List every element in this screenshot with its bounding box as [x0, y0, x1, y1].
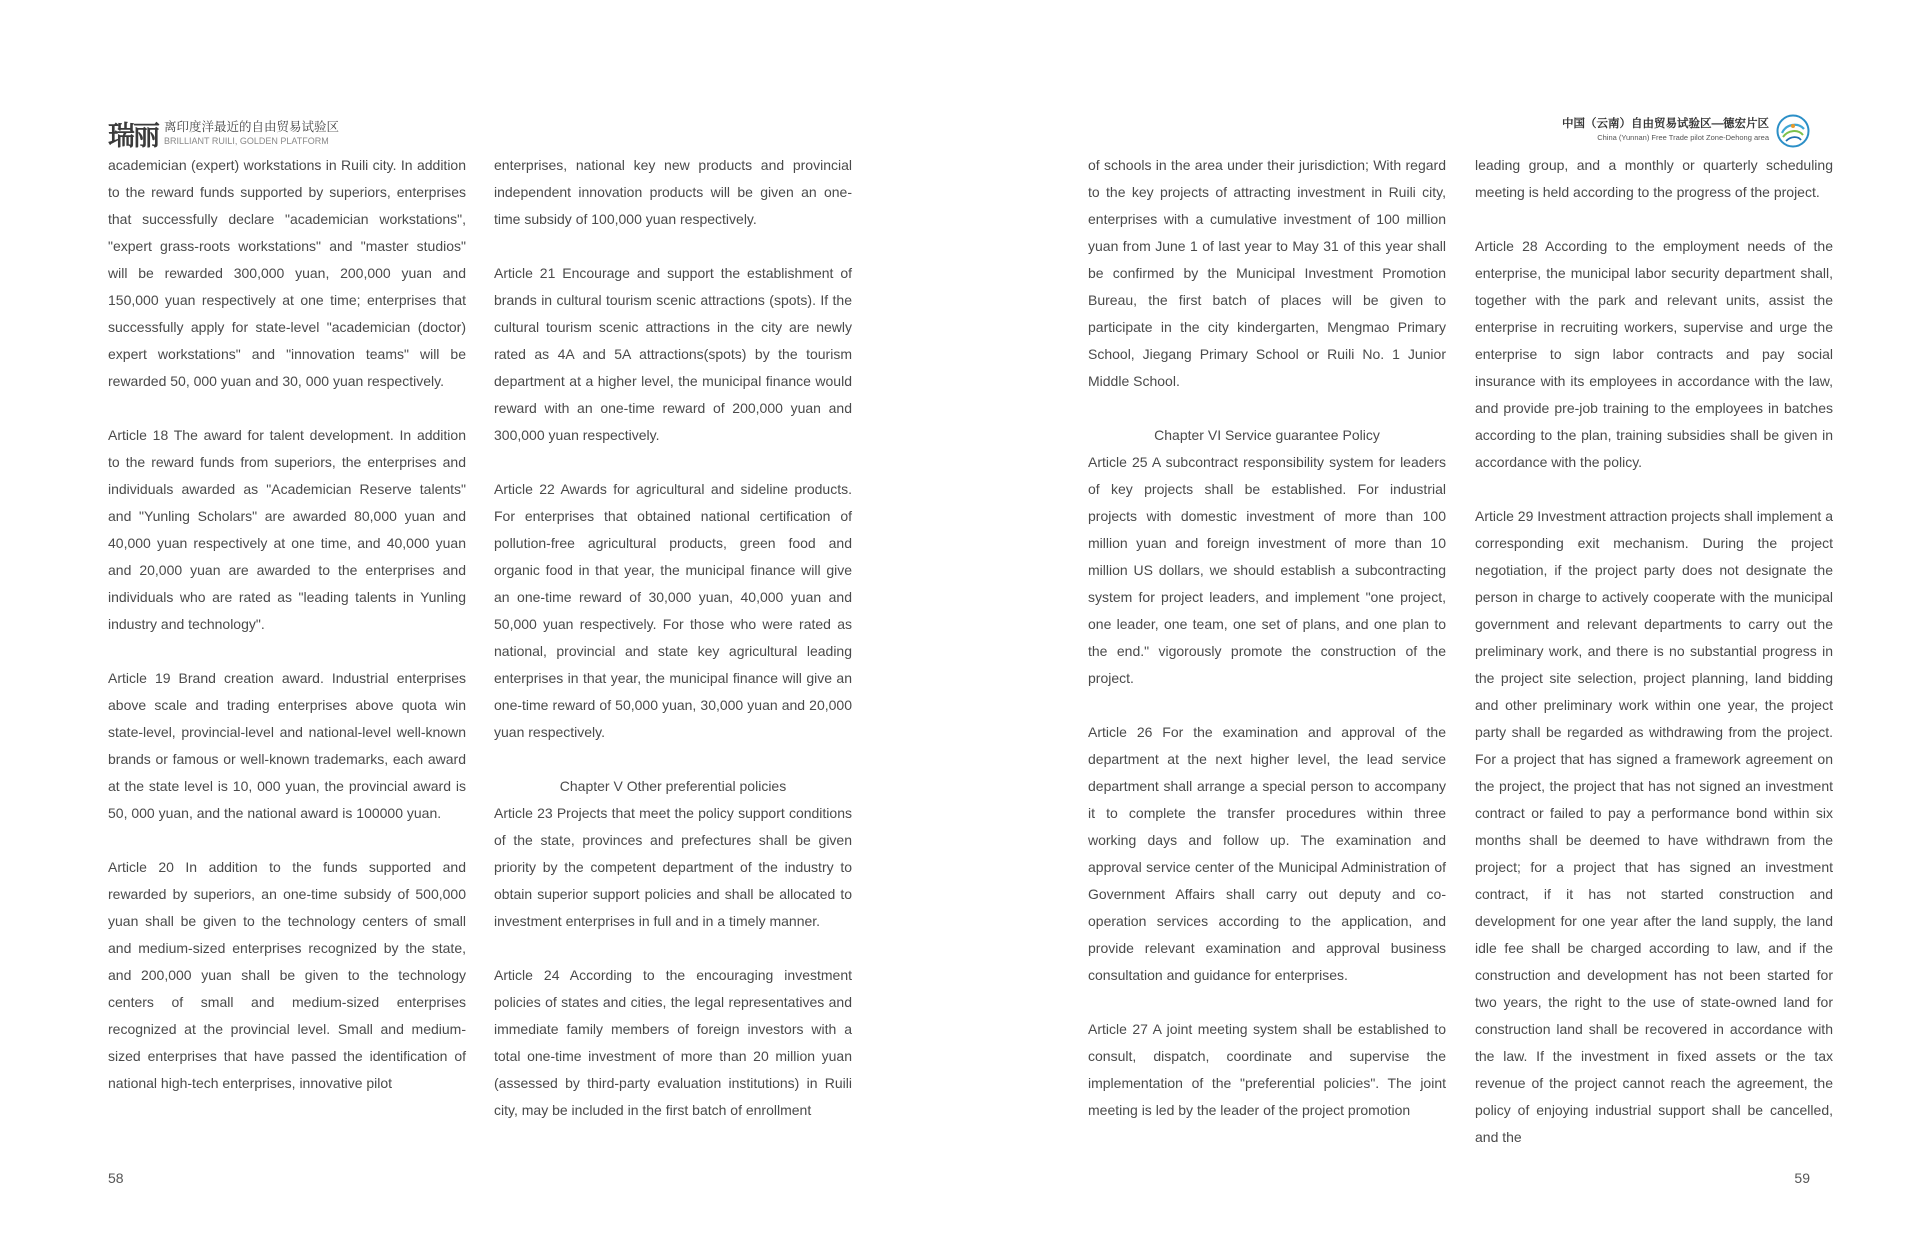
paragraph: Article 21 Encourage and support the establishment of brands in cultural tourism scenic attractions (spots). If the cultural tourism scenic attractions in the city are newly rated as 4A and 5A attractions(spots) by the tourism department at a higher level, the municipal finance would reward with an one-time reward of 200,000 yuan and 300,000 yuan respectively. — [494, 265, 852, 443]
right-header — [1562, 114, 1810, 148]
tagline — [164, 120, 339, 148]
right-page — [959, 0, 1918, 1257]
paragraph: Article 20 In addition to the funds supported and rewarded by superiors, an one-time subsidy of 500,000 yuan shall be given to the technology centers of small and medium-sized enterprises recognized by the state, and 200,000 yuan shall be given to the technology centers of small and medium-sized enterprises recognized at the provincial level. Small and medium-sized enterprises that have passed the identification of national high-tech enterprises, innovative pilot — [108, 859, 466, 1091]
paragraph: enterprises, national key new products and provincial independent innovation products will be given an one-time subsidy of 100,000 yuan respectively. — [494, 157, 852, 227]
chapter-heading: Chapter V Other preferential policies — [559, 778, 787, 794]
text-column-right-2 — [1475, 152, 1833, 1151]
zone-title-en: China (Yunnan) Free Trade pilot Zone-Dehong area — [1597, 133, 1769, 142]
tagline-en: BRILLIANT RUILI, GOLDEN PLATFORM — [164, 135, 329, 146]
paragraph: Article 25 A subcontract responsibility system for leaders of key projects shall be established. For industrial projects with domestic investment of more than 100 million yuan and foreign investment of more than 10 million US dollars, we should establish a subcontracting system for project leaders, and implement "one project, one leader, one team, one set of plans, and one plan to the end." vigorously promote the construction of the project. — [1088, 454, 1446, 686]
paragraph: Article 29 Investment attraction projects shall implement a corresponding exit mechanism. During the project negotiation, if the project party does not designate the person in charge to actively cooperate with the municipal government and relevant departments to carry out the preliminary work, and there is no substantial progress in the project site selection, project planning, land bidding and other preliminary work within one year, the project party shall be regarded as withdrawing from the project. For a project that has signed a framework agreement on the project, the project that has not signed an investment contract or failed to pay a performance bond within six months shall be deemed to have withdrawn from the project; for a project that has signed an investment contract, if it has not started construction and development for one year after the land supply, the land idle fee shall be charged according to law, and if the construction and development has not been started for two years, the right to the use of state-owned land for construction land shall be recovered in accordance with the law. If the investment in fixed assets or the tax revenue of the project cannot reach the agreement, the policy of enjoying industrial support shall be cancelled, and the — [1475, 508, 1833, 1145]
paragraph: Article 27 A joint meeting system shall be established to consult, dispatch, coordinate and supervise the implementation of the "preferential policies". The joint meeting is led by the leader of the project promotion — [1088, 1021, 1446, 1118]
paragraph: Article 24 According to the encouraging investment policies of states and cities, the legal representatives and immediate family members of foreign investors with a total one-time investment of more than 20 million yuan (assessed by third-party evaluation institutions) in Ruili city, may be included in the first batch of enrollment — [494, 967, 852, 1118]
paragraph: Article 23 Projects that meet the policy support conditions of the state, provinces and prefectures shall be given priority by the competent department of the industry to obtain superior support policies and shall be allocated to investment enterprises in full and in a timely manner. — [494, 805, 852, 929]
paragraph: Article 28 According to the employment needs of the enterprise, the municipal labor security department shall, together with the park and relevant units, assist the enterprise in recruiting workers, supervise and urge the enterprise to sign labor contracts and pay social insurance with its employees in accordance with the law, and provide pre-job training to the employees in batches according to the plan, training subsidies shall be given in accordance with the policy. — [1475, 238, 1833, 470]
zone-title — [1562, 118, 1769, 144]
tagline-cn: 离印度洋最近的自由贸易试验区 — [164, 119, 340, 134]
text-column-left-2 — [494, 152, 852, 1124]
paragraph: Article 22 Awards for agricultural and sideline products. For enterprises that obtained national certification of pollution-free agricultural products, green food and organic food in that year, the municipal finance will give an one-time reward of 30,000 yuan, 40,000 yuan and 50,000 yuan respectively. For those who were rated as national, provincial and state key agricultural leading enterprises in that year, the municipal finance will give an one-time reward of 50,000 yuan, 30,000 yuan and 20,000 yuan respectively. — [494, 481, 852, 740]
paragraph: of schools in the area under their jurisdiction; With regard to the key projects of attracting investment in Ruili city, enterprises with a cumulative investment of 100 million yuan from June 1 of last year to May 31 of this year shall be confirmed by the Municipal Investment Promotion Bureau, the first batch of places will be given to participate in the city kindergarten, Mengmao Primary School, Jiegang Primary School or Ruili No. 1 Junior Middle School. — [1088, 157, 1446, 389]
paragraph: Article 19 Brand creation award. Industrial enterprises above scale and trading enterprises above quota win state-level, provincial-level and national-level well-known brands or famous or well-known trademarks, each award at the state level is 10, 000 yuan, the provincial award is 50, 000 yuan, and the national award is 100000 yuan. — [108, 670, 466, 821]
left-header — [108, 114, 339, 153]
chapter-heading: Chapter VI Service guarantee Policy — [1154, 427, 1380, 443]
zone-title-cn: 中国（云南）自由贸易试验区—德宏片区 — [1562, 118, 1769, 130]
page-number-left: 58 — [108, 1170, 124, 1186]
paragraph: Article 18 The award for talent development. In addition to the reward funds from superiors, the enterprises and individuals awarded as "Academician Reserve talents" and "Yunling Scholars" are awarded 80,000 yuan and 40,000 yuan respectively at one time, and 40,000 yuan and 20,000 yuan are awarded to the enterprises and individuals who are rated as "leading talents in Yunling industry and technology". — [108, 427, 466, 632]
paragraph: leading group, and a monthly or quarterly scheduling meeting is held according to the progress of the project. — [1475, 157, 1833, 200]
text-column-left-1 — [108, 152, 466, 1097]
paragraph: academician (expert) workstations in Ruili city. In addition to the reward funds supported by superiors, enterprises that successfully declare "academician workstations", "expert grass-roots workstations" and "master studios" will be rewarded 300,000 yuan, 200,000 yuan and 150,000 yuan respectively at one time; enterprises that successfully apply for state-level "academician (doctor) expert workstations" and "innovation teams" will be rewarded 50, 000 yuan and 30, 000 yuan respectively. — [108, 157, 466, 389]
page-number-right: 59 — [1794, 1170, 1810, 1186]
swirl-emblem-icon — [1776, 114, 1810, 148]
ruili-logo: 瑞丽 — [108, 121, 158, 152]
text-column-right-1 — [1088, 152, 1446, 1124]
paragraph: Article 26 For the examination and approval of the department at the next higher level, the lead service department shall arrange a special person to accompany it to complete the transfer procedures within three working days and follow up. The examination and approval service center of the Municipal Administration of Government Affairs shall carry out deputy and co-operation services according to the application, and provide relevant examination and approval business consultation and guidance for enterprises. — [1088, 724, 1446, 983]
